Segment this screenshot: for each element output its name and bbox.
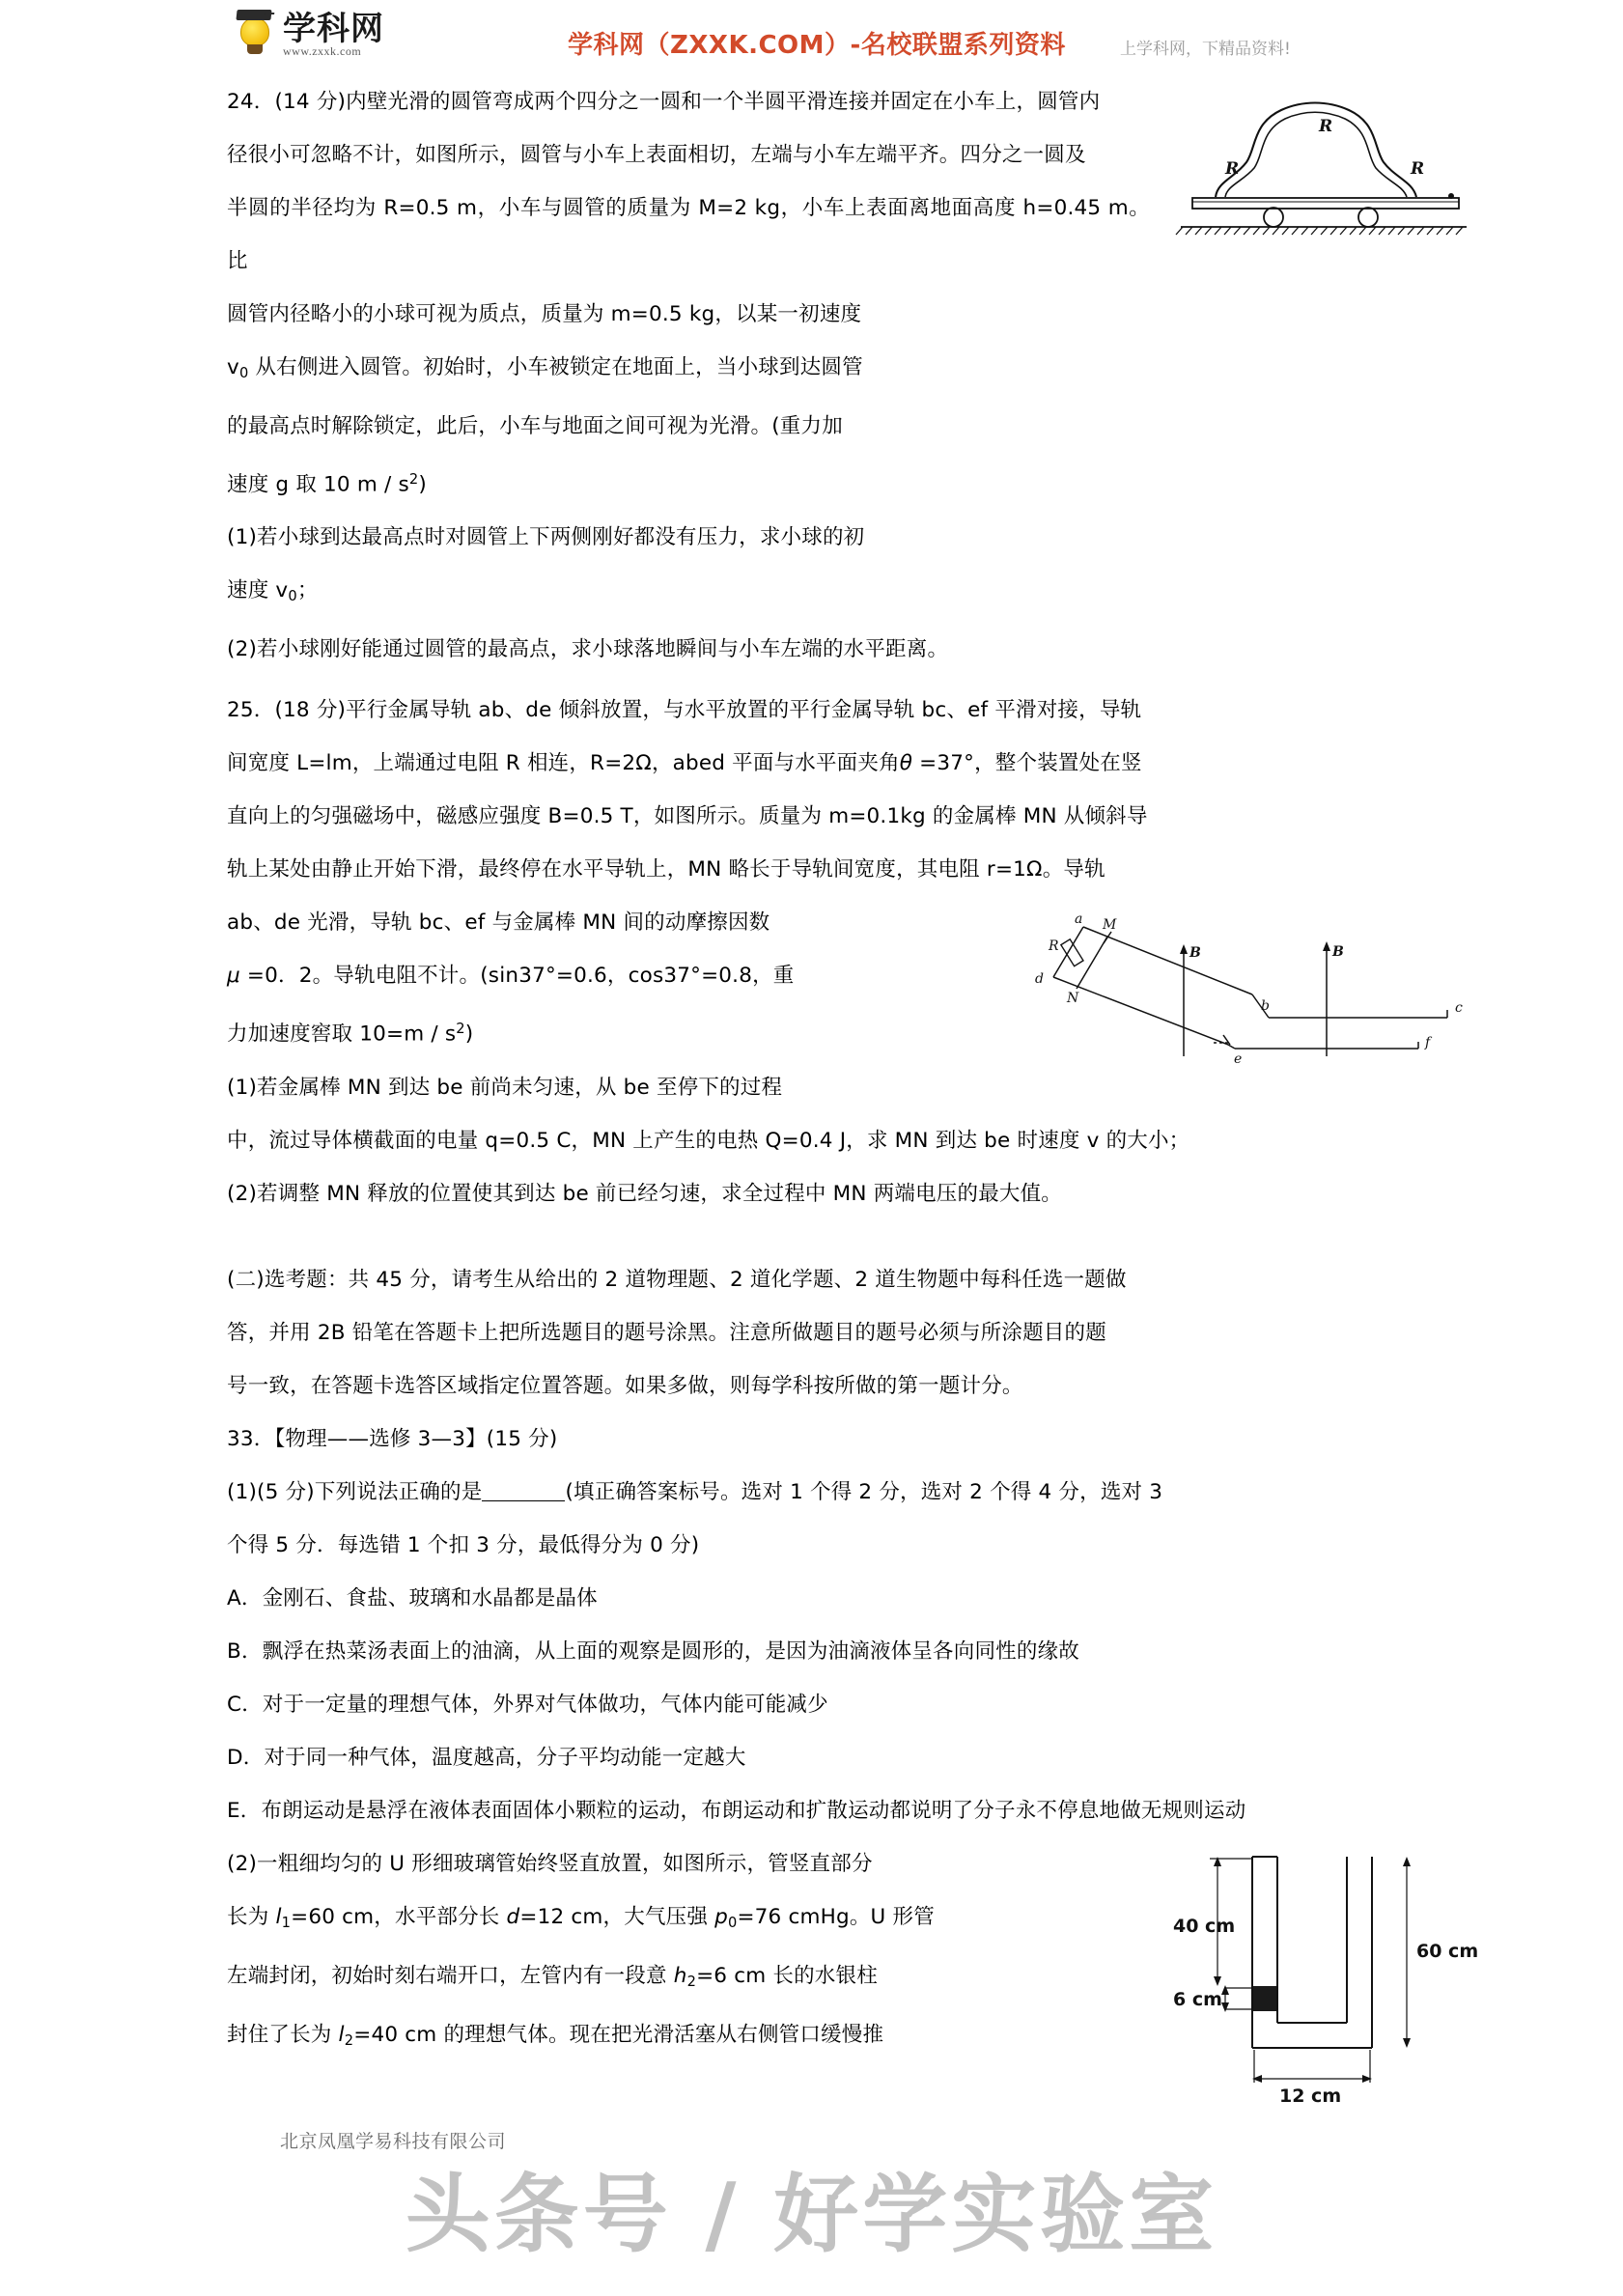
- q24-line-5-rest: 从右侧进入圆管。初始时，小车被锁定在地面上，当小球到达圆管: [248, 355, 863, 379]
- figure-q33-u-shaped-glass-tube: [1167, 1843, 1515, 2133]
- l2-symbol: l: [338, 2022, 345, 2047]
- q24-sub1-subscript: 0: [288, 588, 297, 605]
- q33-title: 33．【物理——选修 3—3】(15 分): [227, 1426, 558, 1451]
- figure-q25-label-d: d: [1035, 971, 1044, 988]
- q24-sub-2: (2)若小球刚好能通过圆管的最高点，求小球落地瞬间与小车左端的水平距离。: [227, 637, 949, 662]
- q25-paren-close: ): [464, 1022, 474, 1047]
- q24-v-symbol: v: [227, 355, 239, 379]
- q33-option-B: B．飘浮在热菜汤表面上的油滴，从上面的观察是圆形的，是因为油滴液体呈各向同性的缘故: [227, 1638, 1079, 1664]
- q33-option-A: A．金刚石、食盐、玻璃和水晶都是晶体: [227, 1585, 598, 1610]
- figure-q33-label-12cm: 12 cm: [1279, 2085, 1342, 2107]
- q25-s-squared: 2: [456, 1021, 465, 1038]
- q33-len-prefix: 长为: [227, 1904, 276, 1929]
- figure-q24-label-R-left: R: [1225, 159, 1240, 179]
- q33-part2-line-1: (2)一粗细均匀的 U 形细玻璃管始终竖直放置，如图所示，管竖直部分: [227, 1851, 873, 1876]
- l2-subscript: 2: [344, 2031, 354, 2049]
- mu-symbol: μ: [227, 964, 240, 989]
- q25-gravity-text: 力加速度窖取 10=m / s: [227, 1022, 457, 1047]
- q25-line-1: 25．(18 分)平行金属导轨 ab、de 倾斜放置，与水平放置的平行金属导轨 bc、ef 平滑对接，导轨: [227, 698, 1142, 723]
- p0-subscript: 0: [727, 1914, 738, 1931]
- figure-q24-label-R-top: R: [1319, 117, 1333, 136]
- q33-mercury-len: =6 cm 长的水银柱: [696, 1963, 878, 1988]
- h2-subscript: 2: [686, 1973, 697, 1990]
- theta-symbol: θ: [899, 751, 913, 776]
- q25-line-4: [227, 843, 1476, 896]
- q24-v-subscript: 0: [238, 365, 249, 382]
- q33-option-D: D．对于同一种气体，温度越高，分子平均动能一定越大: [227, 1745, 746, 1770]
- site-logo: [235, 6, 384, 59]
- q33-gas-prefix: 封住了长为: [227, 2022, 339, 2047]
- q25-sub-1: (1)若金属棒 MN 到达 be 前尚未匀速，从 be 至停下的过程: [227, 1075, 783, 1100]
- q25-sub-2: (2)若调整 MN 释放的位置使其到达 be 前已经匀速，求全过程中 MN 两端电压的最大值。: [227, 1181, 1063, 1206]
- footer-company: 北京凤凰学易科技有限公司: [280, 2131, 507, 2152]
- figure-q25-label-N: N: [1067, 991, 1079, 1007]
- q25-line-3: 直向上的匀强磁场中，磁感应强度 B=0.5 T，如图所示。质量为 m=0.1kg 的金属棒 MN 从倾斜导: [227, 804, 1148, 829]
- d-symbol: d: [506, 1904, 520, 1929]
- q24-paren-close: ): [418, 472, 427, 497]
- question-33: [227, 1413, 1479, 2107]
- figure-q25-inclined-rails-magnetic-field: [993, 902, 1534, 1071]
- p0-symbol: p: [714, 1904, 728, 1929]
- l1-subscript: 1: [281, 1914, 292, 1931]
- q24-line-4: 圆管内径略小的小球可视为质点，质量为 m=0.5 kg，以某一初速度: [227, 302, 862, 326]
- ohm-symbol-2: Ω: [1026, 857, 1043, 882]
- ohm-symbol: Ω: [635, 751, 652, 776]
- q24-line-7: [227, 453, 1476, 511]
- logo-url: www.zxxk.com: [283, 44, 362, 58]
- q25-sub-1b: 中，流过导体横截面的电量 q=0.5 C，MN 上产生的电热 Q=0.4 J，求 MN 到达 be 时速度 v 的大小；: [227, 1128, 1190, 1153]
- figure-q25-label-e: e: [1234, 1051, 1243, 1068]
- q25-line-5: ab、de 光滑，导轨 bc、ef 与金属棒 MN 间的动摩擦因数: [227, 910, 770, 936]
- watermark-text: 头条号 / 好学实验室: [405, 2165, 1218, 2264]
- q33-part1-prompt: (1)(5 分)下列说法正确的是: [227, 1479, 483, 1504]
- q24-line-3: 半圆的半径均为 R=0.5 m，小车与圆管的质量为 M=2 kg，小车上表面离地面高度 h=0.45 m。比: [227, 196, 1150, 273]
- q33-sealed-prefix: 左端封闭，初始时刻右端开口，左管内有一段意: [227, 1963, 674, 1988]
- figure-q33-label-60cm: 60 cm: [1416, 1940, 1479, 1962]
- header-banner-text: 学科网（ZXXK.COM）-名校联盟系列资料: [568, 31, 1066, 60]
- elective-note-line-2: 答，并用 2B 铅笔在答题卡上把所选题目的题号涂黑。注意所做题目的题号必须与所涂题目的题: [227, 1320, 1106, 1345]
- q25-plane-text: ，abed 平面与水平面夹角: [651, 751, 900, 776]
- question-25: [227, 684, 1476, 1219]
- q33-option-E: E．布朗运动是悬浮在液体表面固体小颗粒的运动，布朗运动和扩散运动都说明了分子永不停息地做无规则运动: [227, 1798, 1246, 1823]
- header-tagline: 上学科网，下精品资料!: [1120, 40, 1291, 59]
- q25-angle-text: =37°，整个装置处在竖: [912, 751, 1142, 776]
- document-body: [0, 75, 1623, 2133]
- q33-pressure-value: =76 cmHg。U 形管: [737, 1904, 935, 1929]
- figure-q33-label-40cm: 40 cm: [1173, 1915, 1236, 1937]
- q24-sub1-end: ；: [296, 578, 319, 603]
- q33-horizontal-len: =60 cm，水平部分长: [291, 1904, 507, 1929]
- elective-note-line-1: (二)选考题：共 45 分，请考生从给出的 2 道物理题、2 道化学题、2 道生物题中每科任选一题做: [227, 1267, 1127, 1292]
- q33-option-C: C．对于一定量的理想气体，外界对气体做功，气体内能可能减少: [227, 1692, 828, 1717]
- q24-sub1-speed: 速度 v: [227, 578, 289, 603]
- q33-part1-line-1: [227, 1466, 1476, 1519]
- h2-symbol: h: [673, 1963, 687, 1988]
- q24-line-6: 的最高点时解除锁定，此后，小车与地面之间可视为光滑。(重力加: [227, 414, 843, 439]
- figure-q25-label-B-right: B: [1332, 944, 1344, 961]
- q25-rod-text: 轨上某处由静止开始下滑，最终停在水平导轨上，MN 略长于导轨间宽度，其电阻 r=1: [227, 857, 1027, 882]
- q33-part1-scoring: (填正确答案标号。选对 1 个得 2 分，选对 2 个得 4 分，选对 3: [565, 1479, 1163, 1504]
- q24-line-5: [227, 341, 1476, 400]
- l1-symbol: l: [275, 1904, 282, 1929]
- page-header: [0, 0, 1623, 75]
- figure-q25-label-a: a: [1075, 911, 1083, 928]
- q33-piston-text: =40 cm 的理想气体。现在把光滑活塞从右侧管口缓慢推: [353, 2022, 884, 2047]
- q25-line-2: [227, 737, 1476, 790]
- figure-q25-label-B-left: B: [1189, 945, 1201, 962]
- answer-blank[interactable]: [482, 1500, 565, 1501]
- q25-rail-text: 。导轨: [1042, 857, 1105, 882]
- figure-q25-label-b: b: [1261, 998, 1270, 1015]
- figure-q24-looped-tube-on-cart: [1167, 89, 1476, 234]
- figure-q25-label-c: c: [1455, 1000, 1463, 1017]
- q33-part1-line-2: 个得 5 分．每选错 1 个扣 3 分，最低得分为 0 分): [227, 1532, 700, 1557]
- q24-line-2: 径很小可忽略不计，如图所示，圆管与小车上表面相切，左端与小车左端平齐。四分之一圆及: [227, 143, 1086, 167]
- q25-friction-text: =0．2。导轨电阻不计。(sin37°=0.6，cos37°=0.8，重: [239, 964, 795, 989]
- q33-pressure-prefix: =12 cm，大气压强: [519, 1904, 715, 1929]
- lightbulb-graduate-icon: [235, 6, 279, 56]
- logo-text: 学科网: [283, 10, 384, 48]
- q24-s-squared: 2: [408, 471, 419, 489]
- figure-q33-label-6cm: 6 cm: [1173, 1988, 1222, 2010]
- figure-q25-label-R: R: [1049, 938, 1059, 955]
- q24-line-1: 24．(14 分)内壁光滑的圆管弯成两个四分之一圆和一个半圆平滑连接并固定在小车上，圆管内: [227, 90, 1101, 114]
- q24-sub-1b: [227, 564, 1476, 623]
- elective-note-line-3: 号一致，在答题卡选答区域指定位置答题。如果多做，则每学科按所做的第一题计分。: [227, 1373, 1023, 1398]
- figure-q25-label-M: M: [1103, 917, 1117, 934]
- q24-sub-1: (1)若小球到达最高点时对圆管上下两侧刚好都没有压力，求小球的初: [227, 525, 865, 550]
- figure-q25-label-f: f: [1425, 1035, 1431, 1051]
- q24-g-value: 速度 g 取 10 m / s: [227, 472, 409, 497]
- figure-q24-label-R-right: R: [1411, 159, 1425, 179]
- q25-resistance-text: 间宽度 L=lm，上端通过电阻 R 相连，R=2: [227, 751, 636, 776]
- elective-section-note: [227, 1253, 1476, 1413]
- question-24: [227, 75, 1476, 676]
